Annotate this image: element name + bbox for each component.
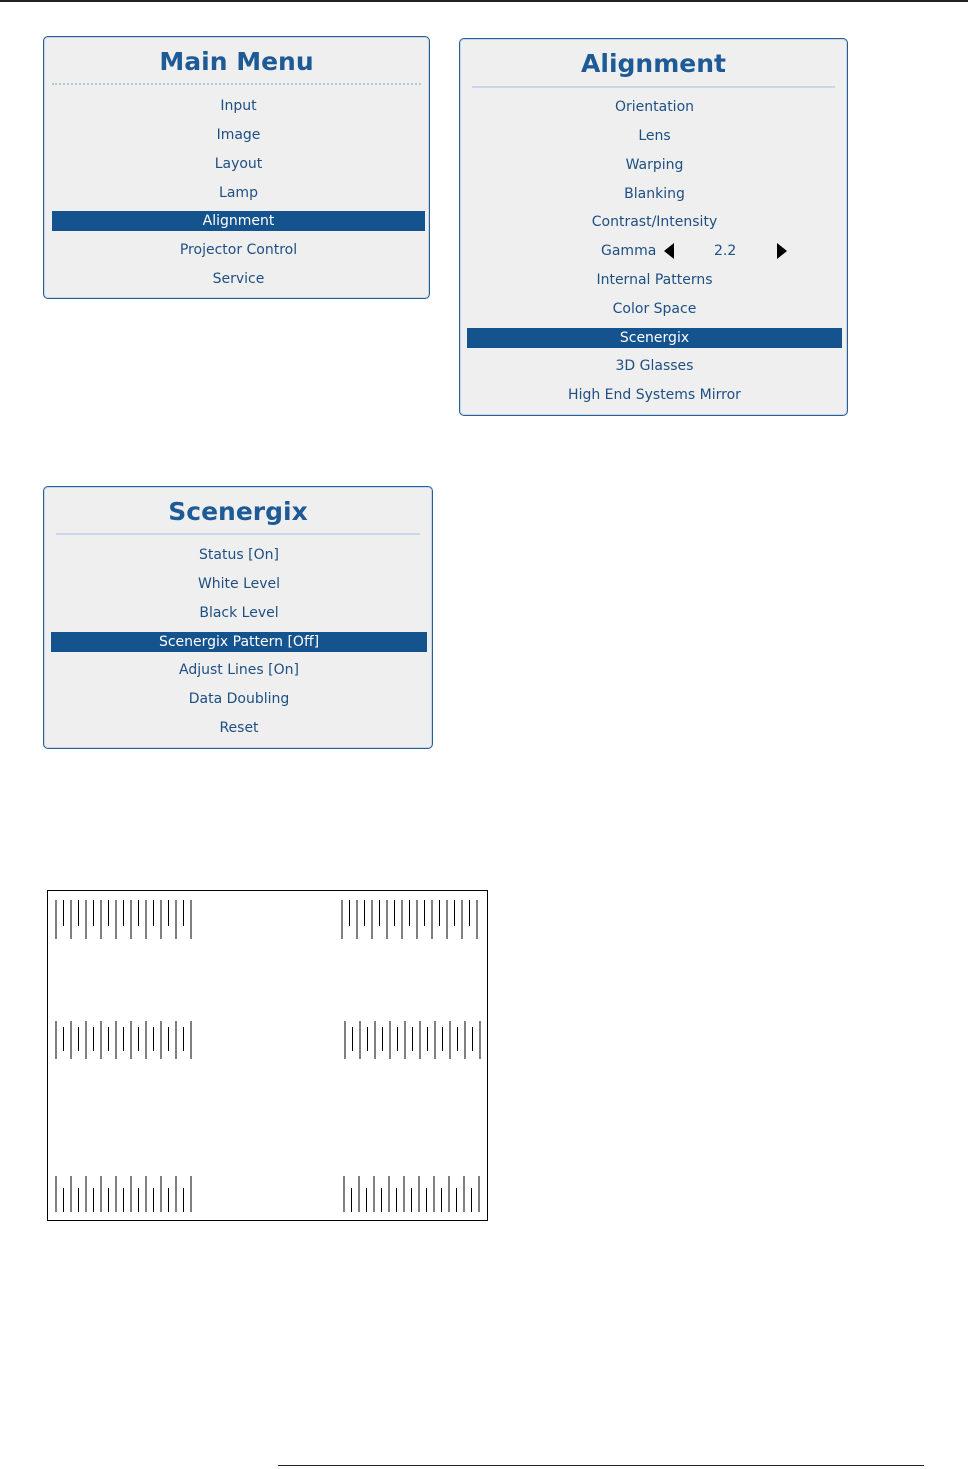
scenergix-menu-item-adjust-lines[interactable]: Adjust Lines [On]	[179, 662, 299, 678]
scenergix-menu-item-white-level[interactable]: White Level	[197, 576, 281, 592]
alignment-menu-item-orientation[interactable]: Orientation	[614, 99, 695, 115]
alignment-menu-item-blanking[interactable]: Blanking	[624, 186, 685, 202]
alignment-menu-item-high-end-systems-mirror[interactable]: High End Systems Mirror	[568, 387, 741, 403]
alignment-menu-item-lens[interactable]: Lens	[638, 128, 671, 144]
gamma-increase-arrow-icon[interactable]	[777, 243, 787, 259]
scenergix-menu-item-data-doubling[interactable]: Data Doubling	[188, 691, 290, 707]
tick-group-bottom-right	[344, 1176, 479, 1212]
main-menu-item-projector-control[interactable]: Projector Control	[179, 242, 298, 258]
scenergix-menu-item-reset[interactable]: Reset	[219, 720, 259, 736]
scenergix-menu-title: Scenergix	[168, 497, 308, 526]
main-menu-item-input[interactable]: Input	[220, 98, 257, 114]
main-menu-item-alignment[interactable]: Alignment	[52, 211, 425, 231]
tick-group-middle-left	[56, 1021, 191, 1059]
scenergix-menu-title-divider	[56, 533, 420, 535]
alignment-menu-item-warping[interactable]: Warping	[625, 157, 684, 173]
main-menu-item-lamp[interactable]: Lamp	[219, 185, 258, 201]
scenergix-menu-panel	[43, 486, 433, 749]
alignment-menu-item-internal-patterns[interactable]: Internal Patterns	[596, 272, 713, 288]
main-menu-item-image[interactable]: Image	[216, 127, 261, 143]
tick-group-middle-right	[345, 1021, 480, 1059]
scenergix-menu-item-black-level[interactable]: Black Level	[199, 605, 279, 621]
scenergix-pattern-illustration	[47, 890, 488, 1221]
main-menu-item-layout[interactable]: Layout	[214, 156, 263, 172]
alignment-menu-item-color-space[interactable]: Color Space	[612, 301, 697, 317]
tick-group-bottom-left	[56, 1176, 191, 1212]
scenergix-menu-item-status[interactable]: Status [On]	[199, 547, 279, 563]
scenergix-menu-item-scenergix-pattern[interactable]: Scenergix Pattern [Off]	[51, 632, 427, 652]
gamma-setting-row[interactable]	[467, 241, 842, 261]
page-top-rule	[0, 0, 968, 2]
alignment-menu-item-contrast-intensity[interactable]: Contrast/Intensity	[591, 214, 718, 230]
main-menu-title: Main Menu	[159, 47, 314, 76]
main-menu-title-divider	[52, 83, 421, 85]
alignment-menu-title-divider	[472, 86, 835, 88]
alignment-menu-panel	[459, 38, 848, 416]
scenergix-pattern-lines	[48, 891, 487, 1220]
alignment-menu-item-scenergix[interactable]: Scenergix	[467, 328, 842, 348]
main-menu-panel	[43, 36, 430, 299]
gamma-label: Gamma	[601, 243, 657, 259]
alignment-menu-title: Alignment	[581, 49, 726, 78]
gamma-decrease-arrow-icon[interactable]	[664, 243, 674, 259]
tick-group-top-right	[342, 900, 477, 939]
gamma-value: 2.2	[714, 243, 737, 259]
page-bottom-rule	[278, 1465, 924, 1466]
main-menu-item-service[interactable]: Service	[212, 271, 265, 287]
tick-group-top-left	[56, 900, 191, 939]
alignment-menu-item-3d-glasses[interactable]: 3D Glasses	[615, 358, 694, 374]
